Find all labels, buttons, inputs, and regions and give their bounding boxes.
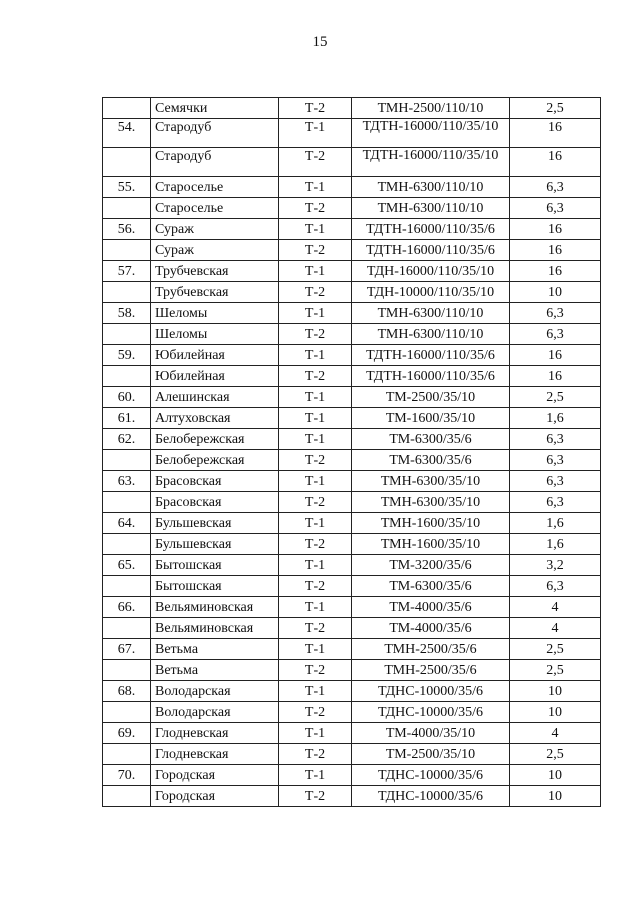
transformer-type-cell: ТМ-2500/35/10 (352, 744, 510, 765)
transformer-type-cell: ТДТН-16000/110/35/10 (352, 119, 510, 148)
substation-name-cell: Глодневская (151, 723, 279, 744)
substation-name-cell: Семячки (151, 98, 279, 119)
transformer-type-cell: ТМ-4000/35/6 (352, 597, 510, 618)
table-row (103, 576, 601, 597)
transformer-type-cell: ТМН-6300/110/10 (352, 324, 510, 345)
power-cell: 2,5 (510, 98, 601, 119)
substation-name-cell: Стародуб (151, 148, 279, 177)
row-number-cell (103, 492, 151, 513)
power-cell: 16 (510, 119, 601, 148)
substation-name-cell: Трубчевская (151, 261, 279, 282)
power-cell: 10 (510, 282, 601, 303)
transformer-cell: Т-1 (279, 639, 352, 660)
power-cell: 1,6 (510, 408, 601, 429)
row-number-cell (103, 744, 151, 765)
transformer-type-cell: ТМН-2500/35/6 (352, 639, 510, 660)
transformer-cell: Т-1 (279, 513, 352, 534)
transformer-cell: Т-2 (279, 786, 352, 807)
table-row (103, 177, 601, 198)
transformer-type-cell: ТМН-6300/110/10 (352, 303, 510, 324)
table-row (103, 366, 601, 387)
transformer-type-cell: ТДТН-16000/110/35/6 (352, 240, 510, 261)
transformer-type-cell: ТДН-16000/110/35/10 (352, 261, 510, 282)
substation-table (102, 97, 601, 807)
row-number-cell (103, 576, 151, 597)
power-cell: 2,5 (510, 744, 601, 765)
substation-name-cell: Бытошская (151, 555, 279, 576)
transformer-cell: Т-1 (279, 555, 352, 576)
transformer-cell: Т-2 (279, 744, 352, 765)
transformer-type-cell: ТМ-4000/35/6 (352, 618, 510, 639)
transformer-cell: Т-2 (279, 618, 352, 639)
table-row (103, 471, 601, 492)
power-cell: 2,5 (510, 660, 601, 681)
power-cell: 2,5 (510, 387, 601, 408)
substation-name-cell: Белобережская (151, 450, 279, 471)
transformer-cell: Т-1 (279, 119, 352, 148)
row-number-cell (103, 240, 151, 261)
table-row (103, 387, 601, 408)
transformer-cell: Т-2 (279, 702, 352, 723)
row-number-cell (103, 198, 151, 219)
transformer-cell: Т-1 (279, 387, 352, 408)
substation-name-cell: Сураж (151, 219, 279, 240)
transformer-type-cell: ТМ-2500/35/10 (352, 387, 510, 408)
table-row (103, 219, 601, 240)
power-cell: 4 (510, 597, 601, 618)
table-row (103, 198, 601, 219)
row-number-cell (103, 534, 151, 555)
table-row (103, 303, 601, 324)
power-cell: 6,3 (510, 324, 601, 345)
transformer-cell: Т-2 (279, 98, 352, 119)
row-number-cell: 69. (103, 723, 151, 744)
row-number-cell (103, 618, 151, 639)
substation-name-cell: Бытошская (151, 576, 279, 597)
transformer-cell: Т-2 (279, 576, 352, 597)
power-cell: 4 (510, 723, 601, 744)
power-cell: 6,3 (510, 492, 601, 513)
table-row (103, 723, 601, 744)
substation-name-cell: Ветьма (151, 660, 279, 681)
power-cell: 10 (510, 786, 601, 807)
substation-name-cell: Володарская (151, 702, 279, 723)
table-row (103, 555, 601, 576)
substation-name-cell: Юбилейная (151, 345, 279, 366)
substation-name-cell: Вельяминовская (151, 618, 279, 639)
row-number-cell: 63. (103, 471, 151, 492)
transformer-type-cell: ТМ-1600/35/10 (352, 408, 510, 429)
substation-name-cell: Володарская (151, 681, 279, 702)
transformer-cell: Т-2 (279, 198, 352, 219)
table-row (103, 618, 601, 639)
power-cell: 6,3 (510, 471, 601, 492)
substation-name-cell: Юбилейная (151, 366, 279, 387)
page-number: 15 (312, 34, 328, 50)
row-number-cell: 62. (103, 429, 151, 450)
table-row (103, 324, 601, 345)
row-number-cell (103, 366, 151, 387)
table-row (103, 119, 601, 148)
power-cell: 6,3 (510, 198, 601, 219)
substation-name-cell: Ветьма (151, 639, 279, 660)
substation-name-cell: Стародуб (151, 119, 279, 148)
row-number-cell: 67. (103, 639, 151, 660)
power-cell: 6,3 (510, 177, 601, 198)
transformer-cell: Т-2 (279, 282, 352, 303)
substation-name-cell: Шеломы (151, 303, 279, 324)
transformer-type-cell: ТДТН-16000/110/35/6 (352, 366, 510, 387)
row-number-cell: 59. (103, 345, 151, 366)
table-row (103, 597, 601, 618)
substation-name-cell: Староселье (151, 177, 279, 198)
table-row (103, 513, 601, 534)
transformer-type-cell: ТМН-6300/110/10 (352, 177, 510, 198)
transformer-type-cell: ТМН-6300/35/10 (352, 471, 510, 492)
row-number-cell: 58. (103, 303, 151, 324)
transformer-type-cell: ТМ-3200/35/6 (352, 555, 510, 576)
transformer-cell: Т-1 (279, 429, 352, 450)
transformer-type-cell: ТМН-6300/35/10 (352, 492, 510, 513)
transformer-cell: Т-2 (279, 534, 352, 555)
transformer-type-cell: ТМ-6300/35/6 (352, 450, 510, 471)
row-number-cell: 70. (103, 765, 151, 786)
power-cell: 4 (510, 618, 601, 639)
row-number-cell: 68. (103, 681, 151, 702)
substation-name-cell: Брасовская (151, 471, 279, 492)
transformer-cell: Т-2 (279, 366, 352, 387)
table-row (103, 429, 601, 450)
substation-name-cell: Городская (151, 786, 279, 807)
power-cell: 10 (510, 702, 601, 723)
row-number-cell (103, 324, 151, 345)
transformer-type-cell: ТМН-2500/110/10 (352, 98, 510, 119)
transformer-cell: Т-1 (279, 303, 352, 324)
substation-name-cell: Шеломы (151, 324, 279, 345)
transformer-cell: Т-2 (279, 324, 352, 345)
transformer-cell: Т-1 (279, 345, 352, 366)
row-number-cell: 65. (103, 555, 151, 576)
power-cell: 6,3 (510, 576, 601, 597)
substation-name-cell: Бульшевская (151, 513, 279, 534)
row-number-cell: 66. (103, 597, 151, 618)
power-cell: 1,6 (510, 513, 601, 534)
transformer-type-cell: ТДНС-10000/35/6 (352, 681, 510, 702)
row-number-cell (103, 702, 151, 723)
power-cell: 6,3 (510, 303, 601, 324)
table-row (103, 240, 601, 261)
table-row (103, 492, 601, 513)
transformer-cell: Т-1 (279, 723, 352, 744)
transformer-cell: Т-2 (279, 240, 352, 261)
transformer-cell: Т-1 (279, 681, 352, 702)
table-row (103, 98, 601, 119)
table-row (103, 765, 601, 786)
substation-name-cell: Брасовская (151, 492, 279, 513)
power-cell: 16 (510, 261, 601, 282)
power-cell: 16 (510, 366, 601, 387)
table-row (103, 534, 601, 555)
table-body (103, 98, 601, 807)
substation-name-cell: Сураж (151, 240, 279, 261)
power-cell: 3,2 (510, 555, 601, 576)
transformer-cell: Т-2 (279, 148, 352, 177)
row-number-cell: 54. (103, 119, 151, 148)
transformer-cell: Т-2 (279, 660, 352, 681)
table-row (103, 786, 601, 807)
transformer-type-cell: ТДТН-16000/110/35/6 (352, 345, 510, 366)
transformer-type-cell: ТМН-2500/35/6 (352, 660, 510, 681)
table-row (103, 261, 601, 282)
power-cell: 16 (510, 148, 601, 177)
power-cell: 1,6 (510, 534, 601, 555)
table-row (103, 702, 601, 723)
transformer-cell: Т-1 (279, 765, 352, 786)
row-number-cell (103, 450, 151, 471)
row-number-cell: 61. (103, 408, 151, 429)
transformer-type-cell: ТМН-1600/35/10 (352, 513, 510, 534)
row-number-cell (103, 660, 151, 681)
substation-name-cell: Вельяминовская (151, 597, 279, 618)
table-row (103, 660, 601, 681)
row-number-cell: 56. (103, 219, 151, 240)
table-row (103, 639, 601, 660)
transformer-type-cell: ТМН-1600/35/10 (352, 534, 510, 555)
substation-name-cell: Староселье (151, 198, 279, 219)
table-row (103, 450, 601, 471)
transformer-type-cell: ТМ-6300/35/6 (352, 576, 510, 597)
substation-name-cell: Алешинская (151, 387, 279, 408)
row-number-cell (103, 148, 151, 177)
table-row (103, 282, 601, 303)
transformer-cell: Т-2 (279, 450, 352, 471)
row-number-cell (103, 786, 151, 807)
transformer-type-cell: ТМ-4000/35/10 (352, 723, 510, 744)
row-number-cell: 57. (103, 261, 151, 282)
power-cell: 16 (510, 345, 601, 366)
transformer-type-cell: ТДНС-10000/35/6 (352, 786, 510, 807)
transformer-type-cell: ТМН-6300/110/10 (352, 198, 510, 219)
substation-name-cell: Белобережская (151, 429, 279, 450)
substation-name-cell: Алтуховская (151, 408, 279, 429)
transformer-type-cell: ТМ-6300/35/6 (352, 429, 510, 450)
transformer-cell: Т-1 (279, 219, 352, 240)
transformer-cell: Т-1 (279, 261, 352, 282)
substation-name-cell: Трубчевская (151, 282, 279, 303)
row-number-cell: 64. (103, 513, 151, 534)
table-row (103, 744, 601, 765)
power-cell: 10 (510, 681, 601, 702)
power-cell: 6,3 (510, 450, 601, 471)
transformer-cell: Т-1 (279, 408, 352, 429)
power-cell: 2,5 (510, 639, 601, 660)
transformer-type-cell: ТДНС-10000/35/6 (352, 702, 510, 723)
substation-name-cell: Глодневская (151, 744, 279, 765)
table-row (103, 681, 601, 702)
row-number-cell (103, 98, 151, 119)
transformer-type-cell: ТДН-10000/110/35/10 (352, 282, 510, 303)
transformer-cell: Т-1 (279, 597, 352, 618)
power-cell: 16 (510, 240, 601, 261)
row-number-cell (103, 282, 151, 303)
transformer-type-cell: ТДТН-16000/110/35/6 (352, 219, 510, 240)
power-cell: 6,3 (510, 429, 601, 450)
substation-name-cell: Бульшевская (151, 534, 279, 555)
table-row (103, 408, 601, 429)
transformer-cell: Т-1 (279, 471, 352, 492)
transformer-cell: Т-1 (279, 177, 352, 198)
substation-name-cell: Городская (151, 765, 279, 786)
power-cell: 16 (510, 219, 601, 240)
transformer-cell: Т-2 (279, 492, 352, 513)
transformer-type-cell: ТДНС-10000/35/6 (352, 765, 510, 786)
row-number-cell: 55. (103, 177, 151, 198)
row-number-cell: 60. (103, 387, 151, 408)
power-cell: 10 (510, 765, 601, 786)
table-row (103, 345, 601, 366)
table-row (103, 148, 601, 177)
transformer-type-cell: ТДТН-16000/110/35/10 (352, 148, 510, 177)
